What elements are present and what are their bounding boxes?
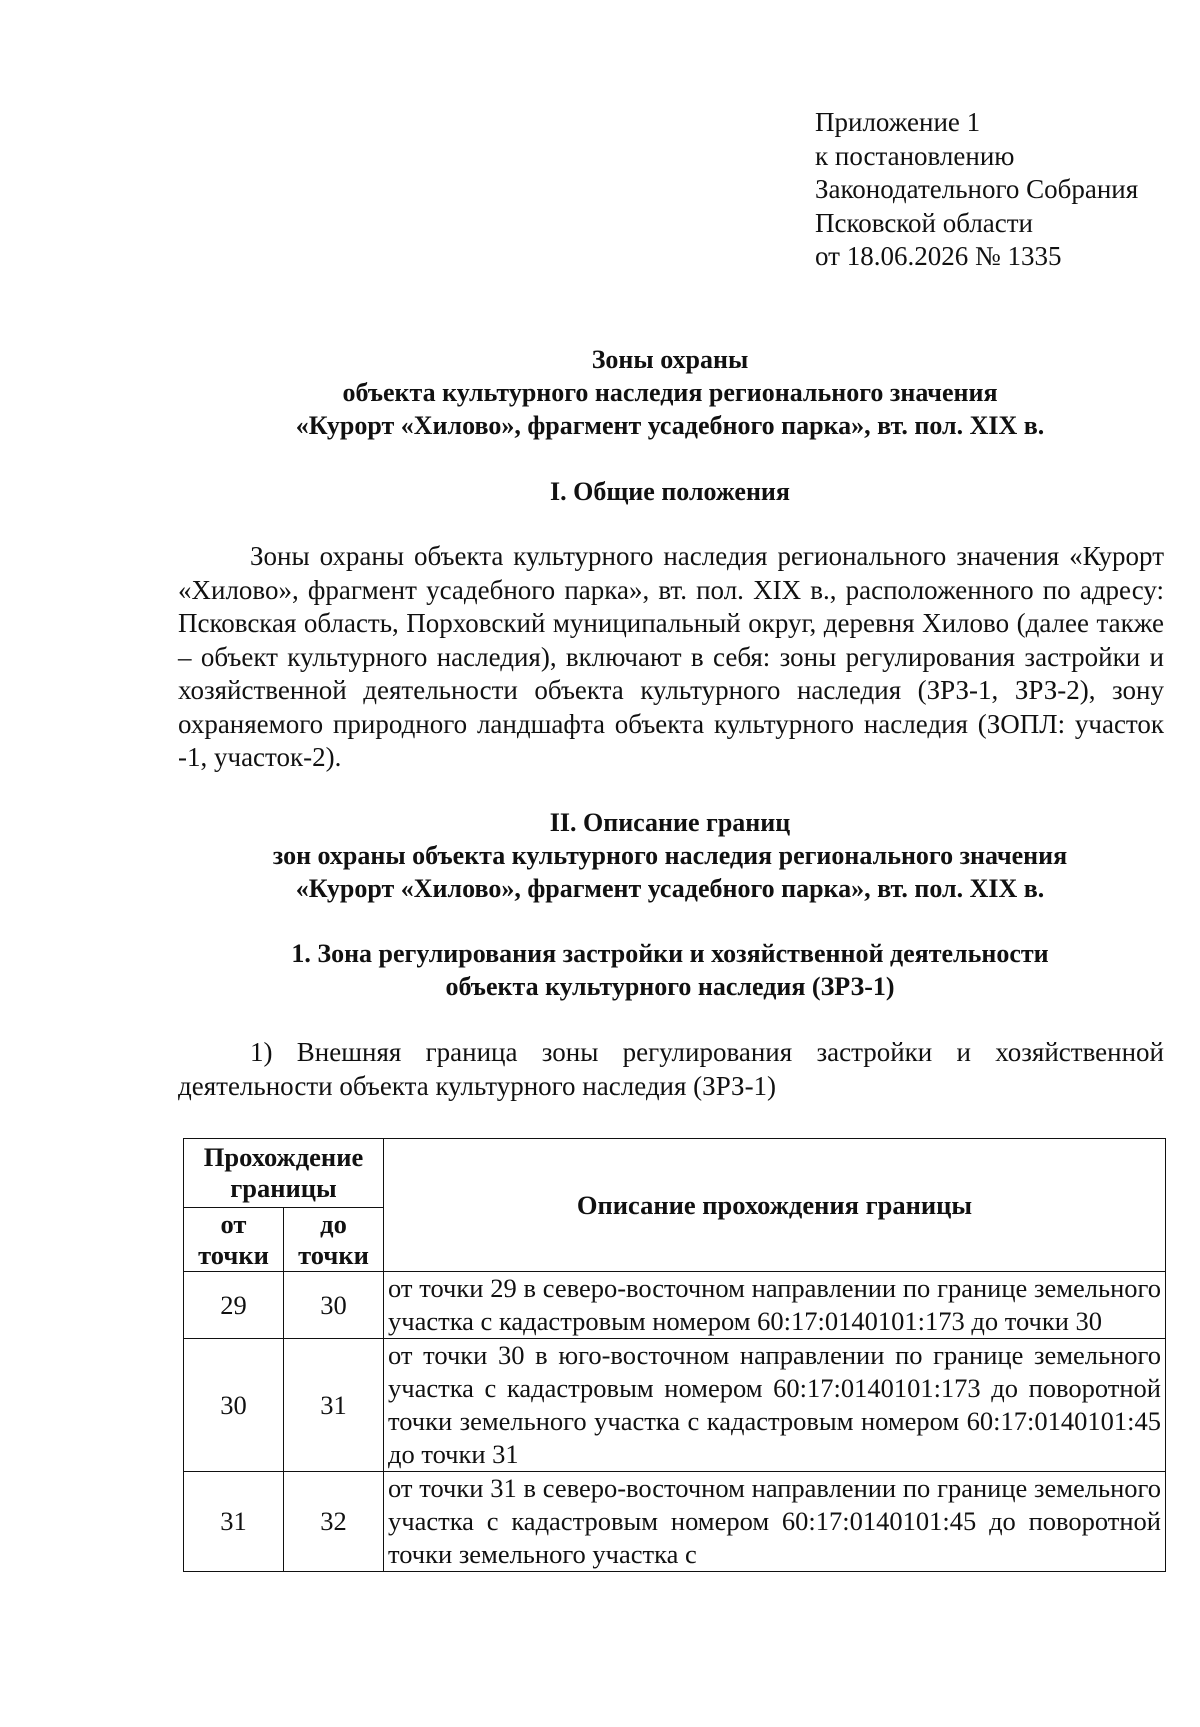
annex-line: от 18.06.2026 № 1335 bbox=[815, 241, 1062, 271]
cell-description: от точки 30 в юго-восточном направлении по границе земельного участка с кадастровым номером 60:17:0140101:173 до поворотной точки земельного участка с кадастровым номером 60:17:0140101:45 до точки 31 bbox=[384, 1339, 1166, 1472]
cell-description: от точки 29 в северо-восточном направлении по границе земельного участка с кадастровым номером 60:17:0140101:173 до точки 30 bbox=[384, 1272, 1166, 1339]
annex-line: Псковской области bbox=[815, 207, 1034, 238]
annex-line: Приложение 1 bbox=[815, 107, 981, 137]
header-passage: Прохождение границы bbox=[184, 1139, 384, 1208]
boundary-table bbox=[183, 1138, 1166, 1572]
cell-from: 30 bbox=[184, 1339, 284, 1472]
section1-heading bbox=[175, 475, 1165, 508]
title-line: «Курорт «Хилово», фрагмент усадебного парка», вт. пол. XIX в. bbox=[295, 411, 1045, 440]
table-row bbox=[184, 1272, 1166, 1339]
section2-heading bbox=[175, 806, 1165, 905]
section1-paragraph: Зоны охраны объекта культурного наследия регионального значения «Курорт «Хилово», фрагмент усадебного парка», вт. пол. XIX в., расположенного по адресу: Псковская область, Порховский муниципальный округ, деревня Хилово (далее также – объект культурного наследия), включают в себя: зоны регулирования застройки и хозяйственной деятельности объекта культурного наследия (ЗРЗ-1, ЗРЗ-2), зону охраняемого природного ландшафта объекта культурного наследия (ЗОПЛ: участок -1, участок-2). bbox=[178, 541, 1164, 772]
table-row bbox=[184, 1339, 1166, 1472]
title-line: Зоны охраны bbox=[591, 345, 749, 374]
section2-heading-line: «Курорт «Хилово», фрагмент усадебного парка», вт. пол. XIX в. bbox=[295, 874, 1045, 903]
section2-heading-line: зон охраны объекта культурного наследия регионального значения bbox=[272, 841, 1068, 870]
subsection-paragraph: 1) Внешняя граница зоны регулирования застройки и хозяйственной деятельности объекта культурного наследия (ЗРЗ-1) bbox=[178, 1037, 1164, 1101]
cell-from: 31 bbox=[184, 1472, 284, 1572]
subsection-heading-line: 1. Зона регулирования застройки и хозяйственной деятельности bbox=[291, 939, 1049, 968]
cell-to: 30 bbox=[284, 1272, 384, 1339]
section1-heading-text: I. Общие положения bbox=[550, 477, 790, 506]
cell-description: от точки 31 в северо-восточном направлении по границе земельного участка с кадастровым номером 60:17:0140101:45 до поворотной точки земельного участка с bbox=[384, 1472, 1166, 1572]
subsection-heading-line: объекта культурного наследия (ЗРЗ-1) bbox=[445, 972, 895, 1001]
table-row bbox=[184, 1472, 1166, 1572]
header-from: от точки bbox=[184, 1208, 284, 1272]
cell-to: 32 bbox=[284, 1472, 384, 1572]
header-description: Описание прохождения границы bbox=[384, 1139, 1166, 1272]
cell-to: 31 bbox=[284, 1339, 384, 1472]
annex-line: к постановлению bbox=[815, 140, 1015, 171]
document-title bbox=[175, 343, 1165, 442]
header-to: до точки bbox=[284, 1208, 384, 1272]
title-line: объекта культурного наследия регионального значения bbox=[342, 378, 998, 407]
annex-line: Законодательного Собрания bbox=[815, 174, 1139, 204]
section2-heading-line: II. Описание границ bbox=[549, 808, 791, 837]
cell-from: 29 bbox=[184, 1272, 284, 1339]
annex-block bbox=[815, 106, 1138, 274]
subsection-heading bbox=[175, 937, 1165, 1003]
